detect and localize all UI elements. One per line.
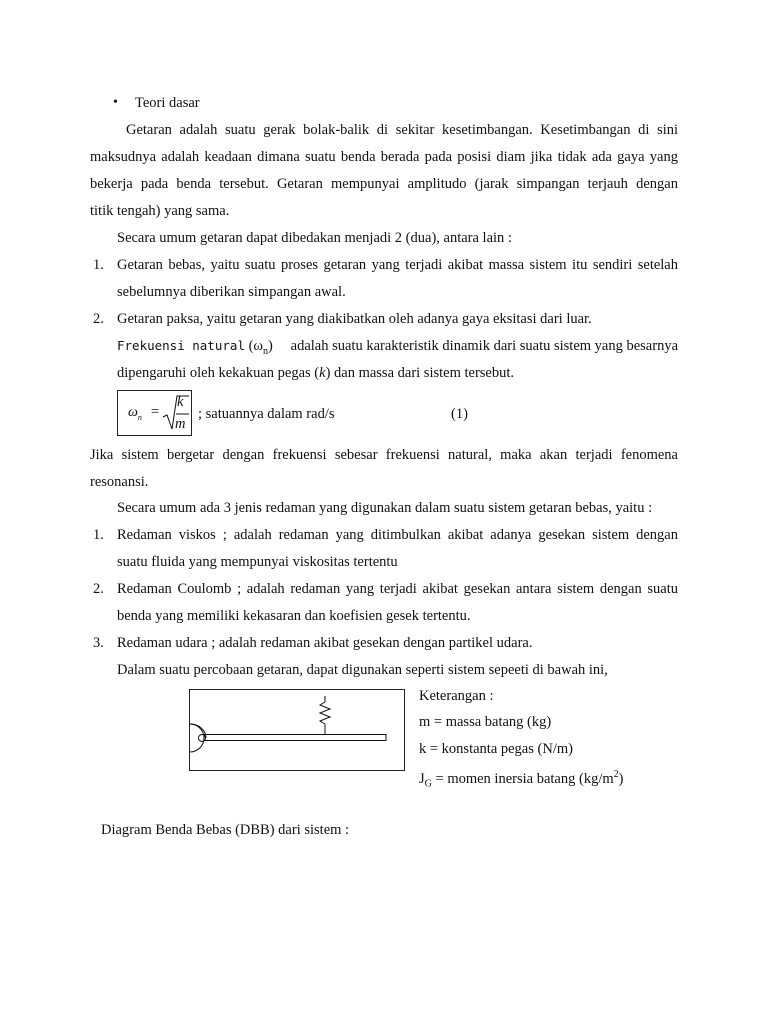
formula-note: ; satuannya dalam rad/s: [198, 406, 335, 422]
intro-experiment: Dalam suatu percobaan getaran, dapat digunakan seperti sistem sepeeti di bawah ini,: [117, 662, 608, 678]
para1-line-1: Getaran adalah suatu gerak bolak-balik di sekitar kesetimbangan. Kesetimbangan di sini: [126, 122, 678, 138]
damping1-line-1: Redaman viskos ; adalah redaman yang ditimbulkan akibat adanya gesekan sistem dengan: [117, 527, 678, 543]
list-number: 2.: [93, 311, 104, 327]
natural-line2-post: ) dan massa dari sistem tersebut.: [325, 365, 515, 381]
legend-jg-sup: 2: [613, 769, 619, 780]
list-number: 1.: [93, 257, 104, 273]
formula-denominator: m: [175, 416, 186, 432]
formula-lhs: ω: [128, 405, 138, 420]
type1-line-1: Getaran bebas, yaitu suatu proses getaran yang terjadi akibat massa sistem itu sendiri setelah: [117, 257, 678, 273]
beam-spring-drawing: [190, 690, 404, 770]
damping1-line-2: suatu fluida yang mempunyai viskositas tertentu: [117, 554, 398, 570]
formula-omega: [128, 405, 142, 422]
para1-line-3: bekerja pada benda tersebut. Getaran mempunyai amplitudo (jarak simpangan terjauh dengan: [90, 176, 678, 192]
dbb-caption: Diagram Benda Bebas (DBB) dari sistem :: [101, 822, 350, 838]
formula-box: [117, 390, 192, 436]
natural-k: k: [319, 365, 326, 381]
list-number: 1.: [93, 527, 104, 543]
natural-term: Frekuensi natural: [117, 338, 245, 353]
damping2-line-1: Redaman Coulomb ; adalah redaman yang terjadi akibat gesekan antara sistem dengan suatu: [117, 581, 678, 597]
omega-sub: n: [262, 345, 268, 357]
type2-line-1: Getaran paksa, yaitu getaran yang diakibatkan oleh adanya gaya eksitasi dari luar.: [117, 311, 592, 327]
list-number: 3.: [93, 635, 104, 651]
legend-m: m = massa batang (kg): [419, 714, 552, 730]
natural-line1-rest: adalah suatu karakteristik dinamik dari suatu sistem yang besarnya: [290, 338, 678, 354]
formula-numerator: k: [177, 394, 184, 410]
damping3-line-1: Redaman udara ; adalah redaman akibat gesekan dengan partikel udara.: [117, 635, 533, 651]
system-diagram: [189, 689, 405, 771]
natural-line2-pre: dipengaruhi oleh kekakuan pegas (: [117, 365, 320, 381]
formula-equals: =: [151, 404, 160, 420]
resonance-line-2: resonansi.: [90, 474, 149, 490]
list-number: 2.: [93, 581, 104, 597]
legend-jg-sub: G: [424, 778, 432, 790]
legend-k: k = konstanta pegas (N/m): [419, 741, 573, 757]
intro-types: Secara umum getaran dapat dibedakan menjadi 2 (dua), antara lain :: [117, 230, 512, 246]
formula-number: (1): [451, 406, 468, 422]
bullet-icon: •: [113, 95, 118, 110]
intro-damping: Secara umum ada 3 jenis redaman yang digunakan dalam suatu sistem getaran bebas, yaitu :: [117, 500, 653, 516]
legend-jg-j: J: [419, 770, 425, 787]
damping2-line-2: benda yang memiliki kekasaran dan koefisien gesek tertentu.: [117, 608, 471, 624]
legend-jg: [419, 766, 623, 794]
para1-line-4: titik tengah) yang sama.: [90, 203, 230, 219]
para1-line-2: maksudnya adalah keadaan dimana suatu benda berada pada posisi diam jika tidak ada gaya yang: [90, 149, 678, 165]
omega-open: (ω: [248, 338, 263, 354]
section-heading: Teori dasar: [135, 95, 200, 111]
natural-line-1: [117, 337, 678, 361]
natural-line-2: [117, 364, 678, 382]
legend-jg-close: ): [618, 770, 624, 787]
legend-title: Keterangan :: [419, 688, 494, 704]
omega-close: ): [267, 338, 273, 354]
resonance-line-1: Jika sistem bergetar dengan frekuensi sebesar frekuensi natural, maka akan terjadi fenomena: [90, 447, 678, 463]
type1-line-2: sebelumnya diberikan simpangan awal.: [117, 284, 346, 300]
legend-jg-text: = momen inersia batang (kg/m: [431, 770, 614, 787]
formula-lhs-sub: n: [137, 412, 142, 422]
